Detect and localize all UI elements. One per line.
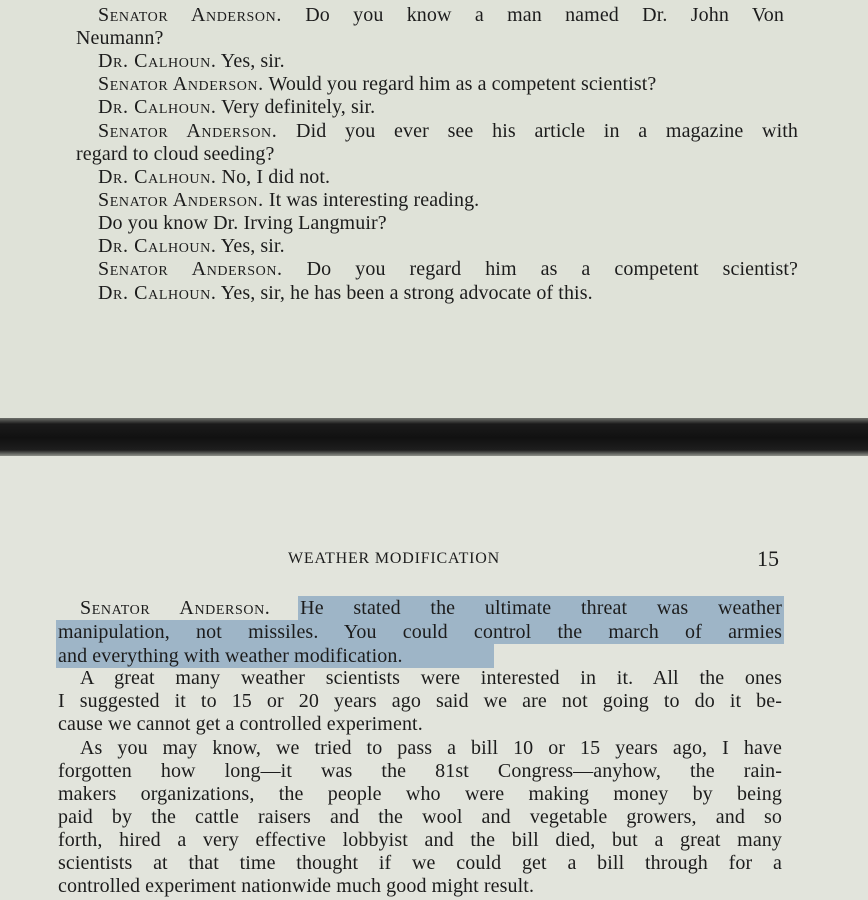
transcript-line bbox=[98, 166, 330, 189]
body-line: scientists at that time thought if we could get a bill through for a bbox=[58, 852, 782, 874]
speech-text: He stated the ultimate threat was weather bbox=[270, 597, 782, 619]
transcript-line bbox=[58, 621, 782, 644]
page-number: 15 bbox=[757, 546, 779, 571]
speaker-name: Dr. Calhoun. bbox=[98, 166, 217, 188]
speech-text: Yes, sir. bbox=[216, 50, 285, 72]
speech-text: Yes, sir. bbox=[216, 235, 285, 257]
page-divider bbox=[0, 418, 868, 456]
body-line: forth, hired a very effective lobbyist and the bill died, but a great many bbox=[58, 829, 782, 851]
speaker-name: Dr. Calhoun. bbox=[98, 235, 217, 257]
body-line: A great many weather scientists were interested in it. All the ones bbox=[80, 667, 782, 689]
speaker-name: Senator Anderson. bbox=[98, 4, 282, 26]
transcript-line bbox=[98, 282, 593, 305]
body-line: makers organizations, the people who were making money by being bbox=[58, 783, 782, 805]
speech-text: Do you regard him as a competent scientist? bbox=[282, 258, 799, 280]
speaker-name: Senator Anderson. bbox=[98, 189, 264, 211]
speech-text: It was interesting reading. bbox=[263, 189, 480, 211]
transcript-line bbox=[98, 189, 479, 212]
transcript-line bbox=[98, 212, 387, 235]
speaker-name: Senator Anderson. bbox=[98, 120, 278, 142]
transcript-line bbox=[76, 27, 163, 50]
transcript-line bbox=[76, 143, 274, 166]
running-head: WEATHER MODIFICATION bbox=[288, 550, 500, 567]
speaker-name: Dr. Calhoun. bbox=[98, 50, 217, 72]
speaker-name: Senator Anderson. bbox=[98, 258, 283, 280]
body-line: paid by the cattle raisers and the wool and vegetable growers, and so bbox=[58, 806, 782, 828]
speech-text: Yes, sir, he has been a strong advocate of this. bbox=[216, 282, 593, 304]
body-line: cause we cannot get a controlled experiment. bbox=[58, 713, 423, 735]
speaker-name: Dr. Calhoun. bbox=[98, 96, 217, 118]
speaker-name: Senator Anderson. bbox=[80, 597, 271, 619]
speech-text: Very definitely, sir. bbox=[216, 96, 376, 118]
speech-text: Do you know a man named Dr. John Von bbox=[281, 4, 785, 26]
speaker-name: Senator Anderson. bbox=[98, 73, 264, 95]
speech-text: Would you regard him as a competent scientist? bbox=[263, 73, 657, 95]
body-line: controlled experiment nationwide much good might result. bbox=[58, 875, 535, 897]
transcript-line bbox=[98, 73, 656, 96]
transcript-line bbox=[98, 96, 375, 119]
transcript-line bbox=[98, 235, 285, 258]
speech-text: Neumann? bbox=[76, 27, 164, 49]
body-line: forgotten how long—it was the 81st Congress—anyhow, the rain- bbox=[58, 760, 782, 782]
transcript-line bbox=[80, 597, 782, 620]
speech-text: and everything with weather modification. bbox=[58, 645, 403, 667]
body-line: I suggested it to 15 or 20 years ago said we are not going to do it be- bbox=[58, 690, 782, 712]
transcript-line bbox=[98, 120, 798, 143]
speech-text: manipulation, not missiles. You could control the march of armies bbox=[58, 621, 782, 643]
transcript-line bbox=[98, 50, 285, 73]
speaker-name: Dr. Calhoun. bbox=[98, 282, 217, 304]
speech-text: No, I did not. bbox=[216, 166, 331, 188]
speech-text: regard to cloud seeding? bbox=[76, 143, 275, 165]
speech-text: Do you know Dr. Irving Langmuir? bbox=[98, 212, 387, 234]
transcript-line bbox=[58, 645, 403, 668]
speech-text: Did you ever see his article in a magazine with bbox=[277, 120, 799, 142]
body-line: As you may know, we tried to pass a bill 10 or 15 years ago, I have bbox=[80, 737, 782, 759]
transcript-line bbox=[98, 4, 784, 27]
transcript-line bbox=[98, 258, 798, 281]
